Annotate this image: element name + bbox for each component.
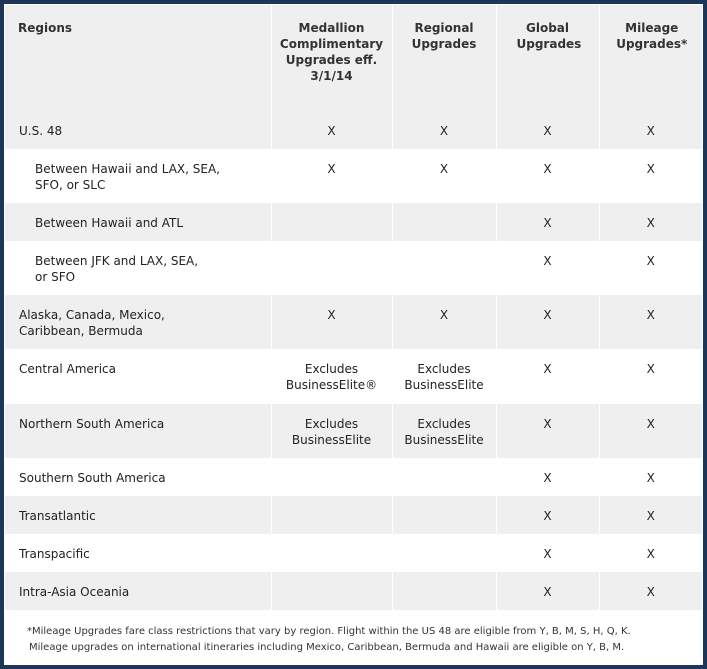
regional-cell: Excludes BusinessElite xyxy=(392,404,496,458)
global-cell: X xyxy=(496,241,599,295)
table-row xyxy=(5,241,702,295)
table-row xyxy=(5,572,702,610)
footnote-line-1: *Mileage Upgrades fare class restrictions that vary by region. Flight within the US 48 are eligible from Y, B, M, S, H, Q, K. xyxy=(27,626,631,637)
regional-cell xyxy=(392,241,496,295)
regional-cell: X xyxy=(392,111,496,149)
regional-cell xyxy=(392,203,496,241)
region-cell: U.S. 48 xyxy=(5,111,271,149)
column-header-mileage: Mileage Upgrades* xyxy=(599,5,702,111)
region-cell: Transatlantic xyxy=(5,496,271,534)
mileage-cell: X xyxy=(599,458,702,496)
global-cell: X xyxy=(496,458,599,496)
table-row xyxy=(5,349,702,404)
region-cell: Between Hawaii and ATL xyxy=(5,203,271,241)
medallion-cell xyxy=(271,458,392,496)
table-row xyxy=(5,149,702,203)
table-row xyxy=(5,534,702,572)
region-cell: Northern South America xyxy=(5,404,271,458)
table-row xyxy=(5,295,702,349)
medallion-cell xyxy=(271,572,392,610)
mileage-cell: X xyxy=(599,349,702,404)
mileage-cell: X xyxy=(599,404,702,458)
region-cell: Transpacific xyxy=(5,534,271,572)
medallion-cell: X xyxy=(271,295,392,349)
region-cell: Between Hawaii and LAX, SEA, SFO, or SLC xyxy=(5,149,271,203)
region-cell: Central America xyxy=(5,349,271,404)
regional-cell xyxy=(392,496,496,534)
table-row xyxy=(5,496,702,534)
mileage-cell: X xyxy=(599,241,702,295)
global-cell: X xyxy=(496,572,599,610)
regional-cell: X xyxy=(392,149,496,203)
region-cell: Southern South America xyxy=(5,458,271,496)
global-cell: X xyxy=(496,534,599,572)
global-cell: X xyxy=(496,295,599,349)
column-header-regional: Regional Upgrades xyxy=(392,5,496,111)
column-header-medallion: Medallion Complimentary Upgrades eff. 3/1/14 xyxy=(271,5,392,111)
medallion-cell xyxy=(271,241,392,295)
regional-cell xyxy=(392,572,496,610)
medallion-cell xyxy=(271,496,392,534)
medallion-cell: Excludes BusinessElite xyxy=(271,404,392,458)
mileage-footnote xyxy=(29,624,689,656)
region-cell: Intra-Asia Oceania xyxy=(5,572,271,610)
global-cell: X xyxy=(496,203,599,241)
table-row xyxy=(5,458,702,496)
global-cell: X xyxy=(496,111,599,149)
table-row xyxy=(5,203,702,241)
medallion-cell: Excludes BusinessElite® xyxy=(271,349,392,404)
mileage-cell: X xyxy=(599,203,702,241)
table-row xyxy=(5,111,702,149)
regional-cell xyxy=(392,534,496,572)
mileage-cell: X xyxy=(599,295,702,349)
mileage-cell: X xyxy=(599,572,702,610)
medallion-cell: X xyxy=(271,149,392,203)
global-cell: X xyxy=(496,496,599,534)
mileage-cell: X xyxy=(599,496,702,534)
region-cell: Between JFK and LAX, SEA, or SFO xyxy=(5,241,271,295)
medallion-cell: X xyxy=(271,111,392,149)
upgrades-by-region-table xyxy=(5,5,702,610)
mileage-cell: X xyxy=(599,534,702,572)
region-cell: Alaska, Canada, Mexico, Caribbean, Bermuda xyxy=(5,295,271,349)
global-cell: X xyxy=(496,404,599,458)
regional-cell: Excludes BusinessElite xyxy=(392,349,496,404)
column-header-global: Global Upgrades xyxy=(496,5,599,111)
medallion-cell xyxy=(271,534,392,572)
table-header-row xyxy=(5,5,702,111)
medallion-cell xyxy=(271,203,392,241)
table-row xyxy=(5,404,702,458)
mileage-cell: X xyxy=(599,111,702,149)
regional-cell: X xyxy=(392,295,496,349)
footnote-line-2: Mileage upgrades on international itineraries including Mexico, Caribbean, Bermuda and Hawaii are eligible on Y, B, M. xyxy=(29,642,625,653)
global-cell: X xyxy=(496,149,599,203)
column-header-regions: Regions xyxy=(5,5,271,111)
regional-cell xyxy=(392,458,496,496)
mileage-cell: X xyxy=(599,149,702,203)
global-cell: X xyxy=(496,349,599,404)
